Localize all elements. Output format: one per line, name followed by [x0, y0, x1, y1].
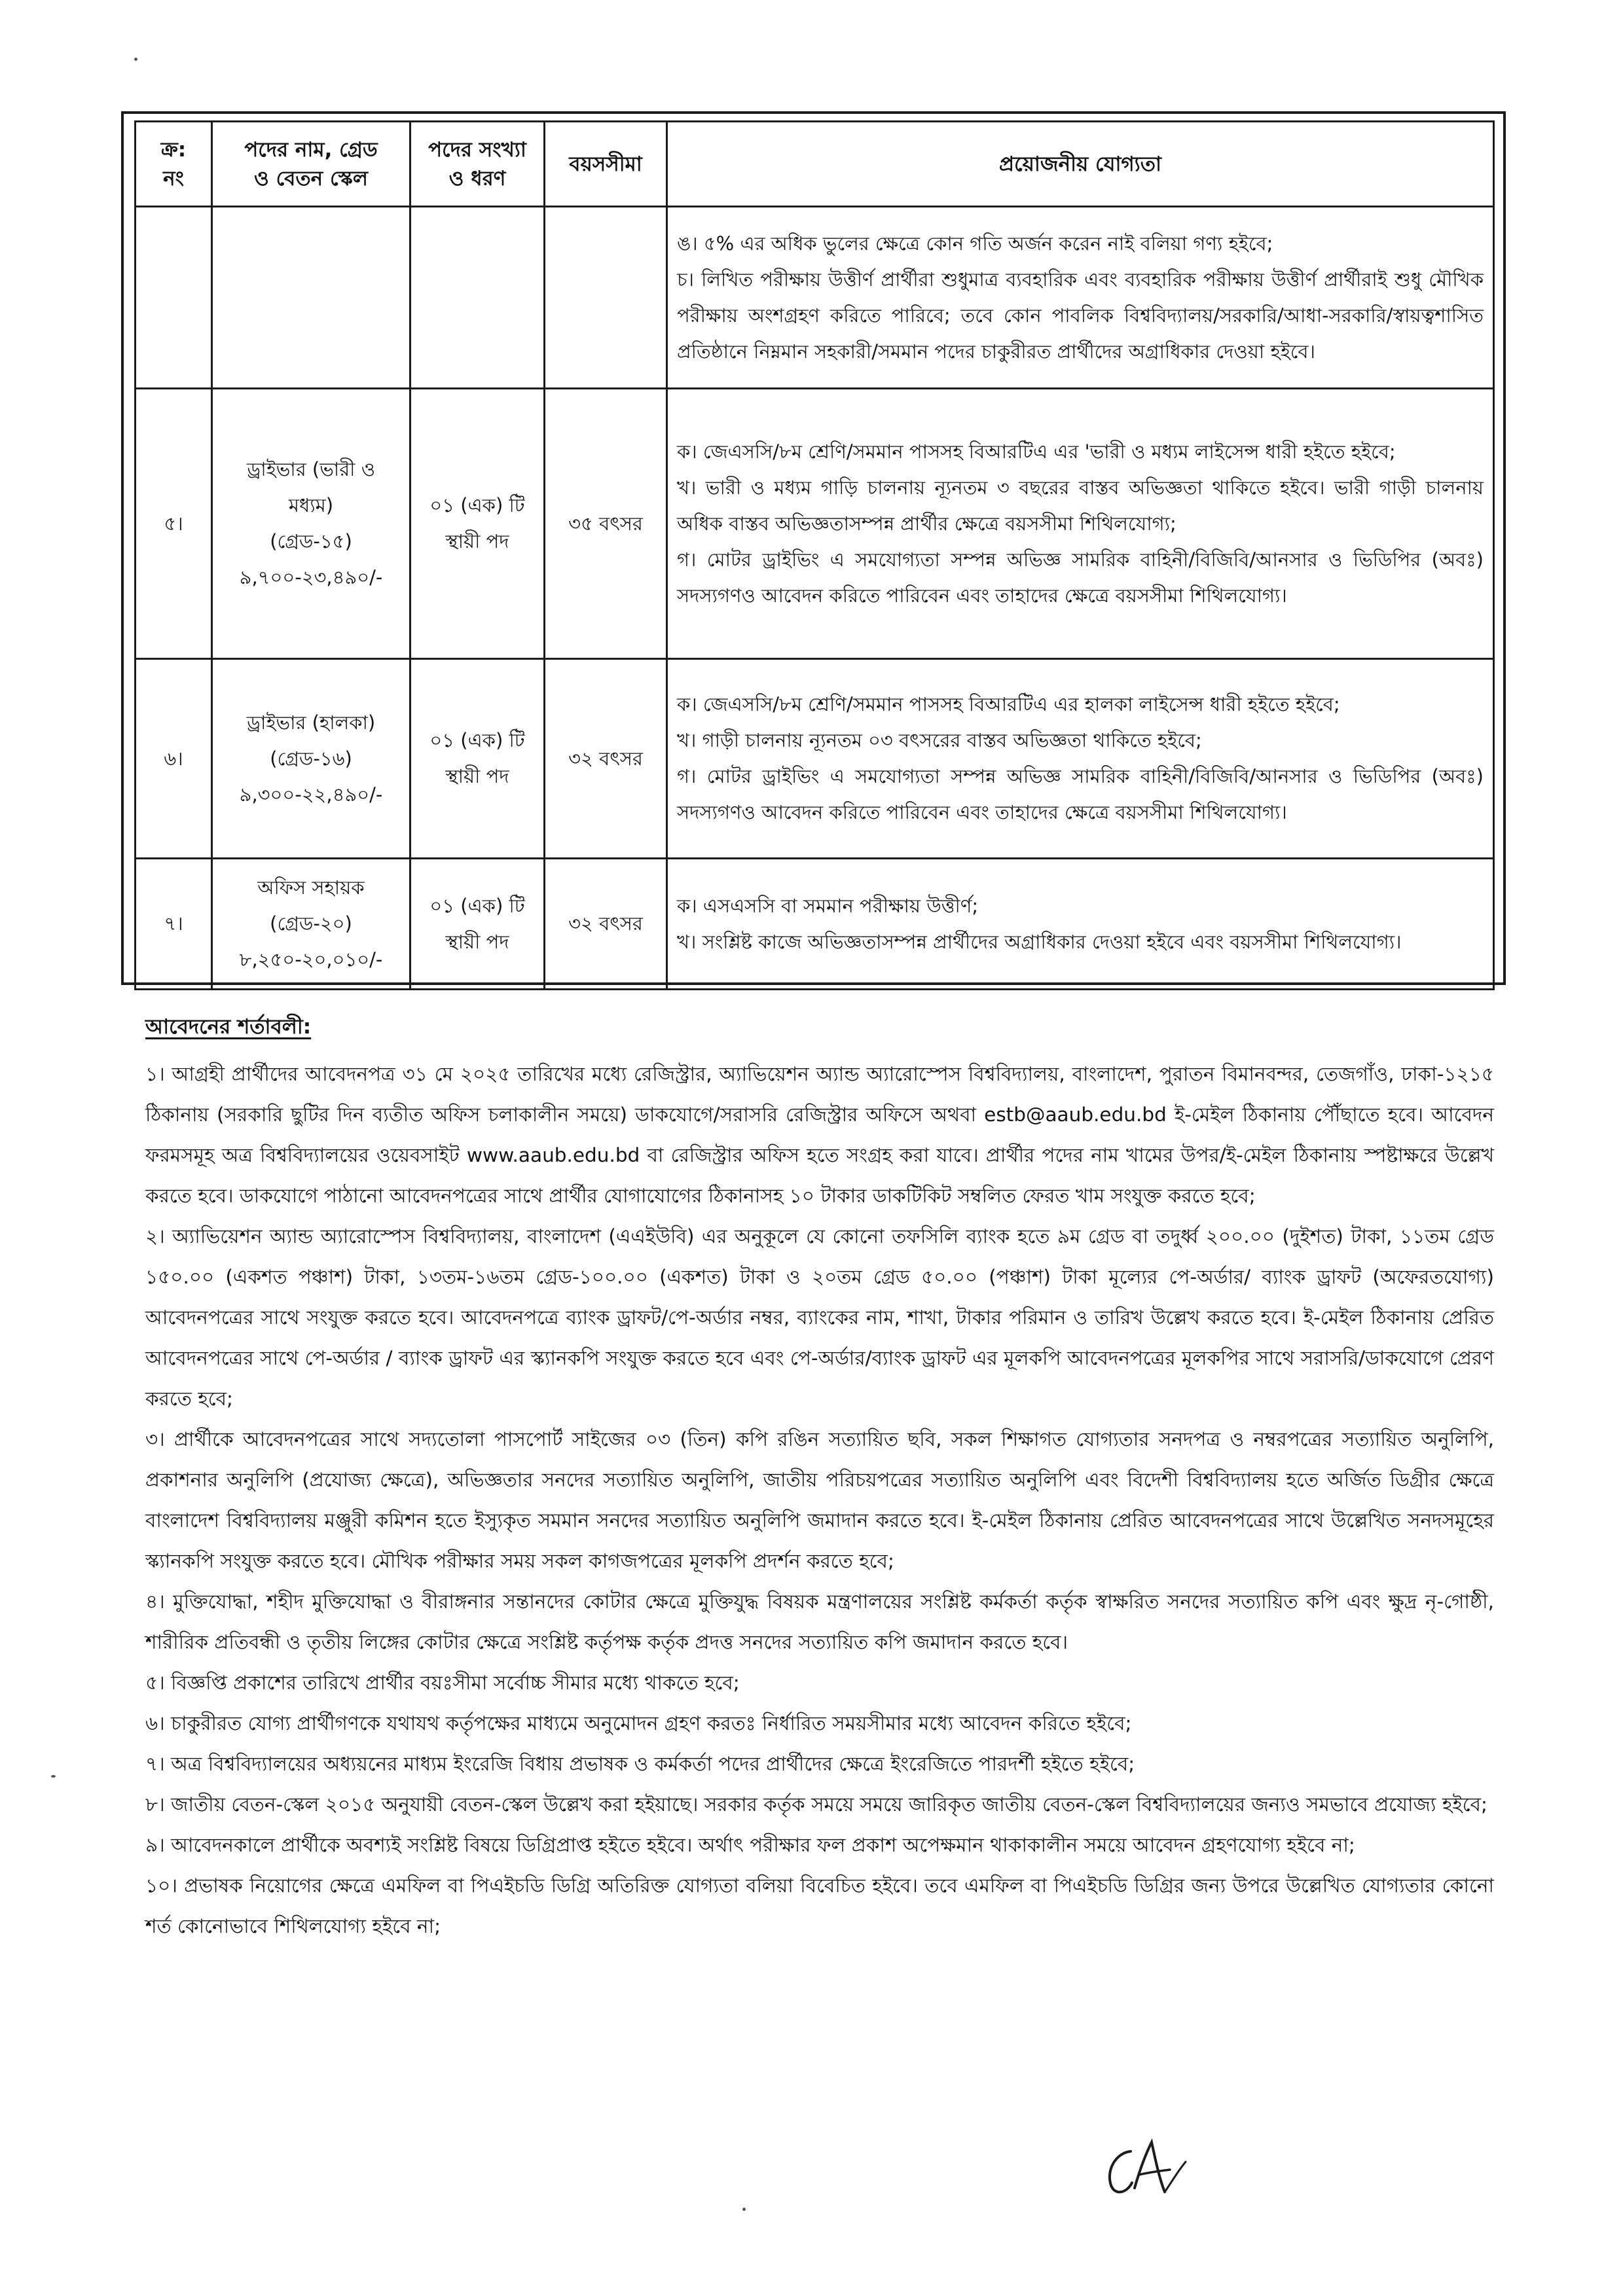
- qualification-cell: [667, 859, 1494, 990]
- vacancy-table-frame: [121, 111, 1506, 985]
- post-title-line: ড্রাইভার (ভারী ও: [246, 458, 376, 480]
- post-title-cell: [212, 659, 410, 859]
- conditions-list: [145, 1054, 1494, 1946]
- condition-item: ৭। অত্র বিশ্ববিদ্যালয়ের অধ্যয়নের মাধ্যম ইংরেজি বিধায় প্রভাষক ও কর্মকর্তা পদের প্রার্থীদের ক্ষেত্রে ইংরেজিতে পারদর্শী হইতে হইবে;: [145, 1753, 1135, 1775]
- scan-speck: [51, 1775, 56, 1778]
- table-row: [136, 389, 1494, 659]
- qualification-item: ক। জেএসসি/৮ম শ্রেণি/সমমান পাসসহ বিআরটিএ এর 'ভারী ও মধ্যম লাইসেন্স ধারী হইতে হইবে;: [677, 440, 1396, 463]
- qualification-item: চ। লিখিত পরীক্ষায় উত্তীর্ণ প্রার্থীরা শুধুমাত্র ব্যবহারিক এবং ব্যবহারিক পরীক্ষায় উত্তীর্ণ প্রার্থীরাই শুধু মৌখিক পরীক্ষায় অংশগ্রহণ করিতে পারিবে; তবে কোন পাবলিক বিশ্ববিদ্যালয়/সরকারি/আধা-সরকারি/স্বায়ত্বশাসিত প্রতিষ্ঠানে নিম্নমান সহকারী/সমমান পদের চাকুরীরত প্রার্থীদের অগ্রাধিকার দেওয়া হইবে।: [677, 268, 1484, 363]
- post-grade: (গ্রেড-২০): [270, 912, 352, 935]
- table-header-row: [136, 122, 1494, 207]
- vacancy-table: [134, 120, 1495, 990]
- col-header-serial: ক্র: নং: [136, 122, 212, 207]
- condition-item: ৬। চাকুরীরত যোগ্য প্রার্থীগণকে যথাযথ কর্তৃপক্ষের মাধ্যমে অনুমোদন গ্রহণ করতঃ নির্ধারিত সময়সীমার মধ্যে আবেদন করিতে হইবে;: [145, 1712, 1132, 1734]
- age-limit-cell: ৩৫ বৎসর: [545, 389, 667, 659]
- serial-cell: ৬।: [136, 659, 212, 859]
- col-header-age: বয়সসীমা: [545, 122, 667, 207]
- col-header-qualification: প্রয়োজনীয় যোগ্যতা: [667, 122, 1494, 207]
- qualification-item: ক। এসএসসি বা সমমান পরীক্ষায় উত্তীর্ণ;: [677, 894, 979, 917]
- qualification-cell: [667, 389, 1494, 659]
- post-count-cell: [410, 659, 545, 859]
- condition-item: ৮। জাতীয় বেতন-স্কেল ২০১৫ অনুযায়ী বেতন-স্কেল উল্লেখ করা হইয়াছে। সরকার কর্তৃক সময়ে সময়ে জারিকৃত জাতীয় বেতন-স্কেল বিশ্ববিদ্যালয়ের জন্যও সমভাবে প্রযোজ্য হইবে;: [145, 1793, 1487, 1816]
- condition-item: ২। অ্যাভিয়েশন অ্যান্ড অ্যারোস্পেস বিশ্ববিদ্যালয়, বাংলাদেশ (এএইউবি) এর অনুকূলে যে কোনো তফসিলি ব্যাংক হতে ৯ম গ্রেড বা তদুর্ধ্ব ২০০.০০ (দুইশত) টাকা, ১১তম গ্রেড ১৫০.০০ (একশত পঞ্চাশ) টাকা, ১৩তম-১৬তম গ্রেড-১০০.০০ (একশত) টাকা ও ২০তম গ্রেড ৫০.০০ (পঞ্চাশ) টাকা মূল্যের পে-অর্ডার/ ব্যাংক ড্রাফট (অফেরতযোগ্য) আবেদনপত্রের সাথে সংযুক্ত করতে হবে। আবেদনপত্রে ব্যাংক ড্রাফট/পে-অর্ডার নম্বর, ব্যাংকের নাম, শাখা, টাকার পরিমান ও তারিখ উল্লেখ করতে হবে। ই-মেইল ঠিকানায় প্রেরিত আবেদনপত্রের সাথে পে-অর্ডার / ব্যাংক ড্রাফট এর স্ক্যানকপি সংযুক্ত করতে হবে এবং পে-অর্ডার/ব্যাংক ড্রাফট এর মূলকপি আবেদনপত্রের মূলকপির সাথে সরাসরি/ডাকযোগে প্রেরণ করতে হবে;: [145, 1225, 1494, 1410]
- post-grade: (গ্রেড-১৬): [270, 747, 352, 770]
- qualification-item: ঙ। ৫% এর অধিক ভুলের ক্ষেত্রে কোন গতি অর্জন করেন নাই বলিয়া গণ্য হইবে;: [677, 232, 1273, 255]
- table-row: [136, 207, 1494, 389]
- post-count-cell: [410, 859, 545, 990]
- qualification-item: খ। সংশ্লিষ্ট কাজে অভিজ্ঞতাসম্পন্ন প্রার্থীদের অগ্রাধিকার দেওয়া হইবে এবং বয়সসীমা শিথিলযোগ্য।: [677, 930, 1402, 953]
- post-pay-scale: ৮,২৫০-২০,০১০/-: [239, 948, 383, 971]
- age-limit-cell: ৩২ বৎসর: [545, 859, 667, 990]
- condition-item: ৪। মুক্তিযোদ্ধা, শহীদ মুক্তিযোদ্ধা ও বীরাঙ্গনার সন্তানদের কোটার ক্ষেত্রে মুক্তিযুদ্ধ বিষয়ক মন্ত্রণালয়ের সংশ্লিষ্ট কর্মকর্তা কর্তৃক স্বাক্ষরিত সনদের সত্যায়িত কপি এবং ক্ষুদ্র নৃ-গোষ্ঠী, শারীরিক প্রতিবন্ধী ও তৃতীয় লিঙ্গের কোটার ক্ষেত্রে সংশ্লিষ্ট কর্তৃপক্ষ কর্তৃক প্রদত্ত সনদের সত্যায়িত কপি জমাদান করতে হবে।: [145, 1590, 1494, 1653]
- age-limit-cell: ৩২ বৎসর: [545, 659, 667, 859]
- qualification-cell: [667, 207, 1494, 389]
- qualification-item: খ। ভারী ও মধ্যম গাড়ি চালনায় ন্যূনতম ৩ বছরের বাস্তব অভিজ্ঞতা থাকিতে হইবে। ভারী গাড়ী চালনায় অধিক বাস্তব অভিজ্ঞতাসম্পন্ন প্রার্থীর ক্ষেত্রে বয়সসীমা শিথিলযোগ্য;: [677, 476, 1484, 535]
- post-title-line: ড্রাইভার (হালকা): [246, 711, 376, 734]
- condition-item: ১। আগ্রহী প্রার্থীদের আবেদনপত্র ৩১ মে ২০২৫ তারিখের মধ্যে রেজিস্ট্রার, অ্যাভিয়েশন অ্যান্ড অ্যারোস্পেস বিশ্ববিদ্যালয়, বাংলাদেশ, পুরাতন বিমানবন্দর, তেজগাঁও, ঢাকা-১২১৫ ঠিকানায় (সরকারি ছুটির দিন ব্যতীত অফিস চলাকালীন সময়ে) ডাকযোগে/সরাসরি রেজিস্ট্রার অফিসে অথবা estb@aaub.edu.bd ই-মেইল ঠিকানায় পৌঁছাতে হবে। আবেদন ফরমসমূহ অত্র বিশ্ববিদ্যালয়ের ওয়েবসাইট www.aaub.edu.bd বা রেজিস্ট্রার অফিস হতে সংগ্রহ করা যাবে। প্রার্থীর পদের নাম খামের উপর/ই-মেইল ঠিকানায় স্পষ্টাক্ষরে উল্লেখ করতে হবে। ডাকযোগে পাঠানো আবেদনপত্রের সাথে প্রার্থীর যোগাযোগের ঠিকানাসহ ১০ টাকার ডাকটিকিট সম্বলিত ফেরত খাম সংযুক্ত করতে হবে;: [145, 1063, 1494, 1207]
- condition-item: ৯। আবেদনকালে প্রার্থীকে অবশ্যই সংশ্লিষ্ট বিষয়ে ডিগ্রিপ্রাপ্ত হইতে হইবে। অর্থাৎ পরীক্ষার ফল প্রকাশ অপেক্ষমান থাকাকালীন সময়ে আবেদন গ্রহণযোগ্য হইবে না;: [145, 1834, 1355, 1856]
- post-count: ০১ (এক) টি: [429, 729, 525, 751]
- serial-cell: ৭।: [136, 859, 212, 990]
- condition-item: ৩। প্রার্থীকে আবেদনপত্রের সাথে সদ্যতোলা পাসপোর্ট সাইজের ০৩ (তিন) কপি রঙিন সত্যায়িত ছবি, সকল শিক্ষাগত যোগ্যতার সনদপত্র ও নম্বরপত্রের সত্যায়িত অনুলিপি, প্রকাশনার অনুলিপি (প্রযোজ্য ক্ষেত্রে), অভিজ্ঞতার সনদের সত্যায়িত অনুলিপি, জাতীয় পরিচয়পত্রের সত্যায়িত অনুলিপি এবং বিদেশী বিশ্ববিদ্যালয় হতে অর্জিত ডিগ্রীর ক্ষেত্রে বাংলাদেশ বিশ্ববিদ্যালয় মঞ্জুরী কমিশন হতে ইস্যুকৃত সমমান সনদের সত্যায়িত অনুলিপি জমাদান করতে হবে। ই-মেইল ঠিকানায় প্রেরিত আবেদনপত্রের সাথে উল্লেখিত সনদসমূহের স্ক্যানকপি সংযুক্ত করতে হবে। মৌখিক পরীক্ষার সময় সকল কাগজপত্রের মূলকপি প্রদর্শন করতে হবে;: [145, 1428, 1494, 1572]
- post-type: স্থায়ী পদ: [445, 930, 509, 953]
- table-row: [136, 659, 1494, 859]
- post-title-line: অফিস সহায়ক: [257, 876, 365, 899]
- handwritten-signature: [1097, 2137, 1192, 2202]
- qualification-item: খ। গাড়ী চালনায় ন্যূনতম ০৩ বৎসরের বাস্তব অভিজ্ঞতা থাকিতে হইবে;: [677, 729, 1202, 751]
- post-pay-scale: ৯,৭০০-২৩,৪৯০/-: [239, 566, 383, 588]
- post-type: স্থায়ী পদ: [445, 765, 509, 787]
- post-title-line: মধ্যম): [288, 494, 334, 516]
- qualification-item: ক। জেএসসি/৮ম শ্রেণি/সমমান পাসসহ বিআরটিএ এর হালকা লাইসেন্স ধারী হইতে হইবে;: [677, 693, 1340, 715]
- condition-item: ৫। বিজ্ঞপ্তি প্রকাশের তারিখে প্রার্থীর বয়ঃসীমা সর্বোচ্চ সীমার মধ্যে থাকতে হবে;: [145, 1672, 740, 1694]
- post-title-cell: [212, 389, 410, 659]
- post-count: ০১ (এক) টি: [429, 894, 525, 917]
- qualification-item: গ। মোটর ড্রাইভিং এ সমযোগ্যতা সম্পন্ন অভিজ্ঞ সামরিক বাহিনী/বিজিবি/আনসার ও ভিডিপির (অবঃ) সদস্যগণও আবেদন করিতে পারিবেন এবং তাহাদের ক্ষেত্রে বয়সসীমা শিথিলযোগ্য।: [677, 548, 1484, 607]
- post-count-cell: [410, 389, 545, 659]
- post-type: স্থায়ী পদ: [445, 530, 509, 552]
- post-title-cell: [212, 859, 410, 990]
- table-row: [136, 859, 1494, 990]
- conditions-heading: আবেদনের শর্তাবলী:: [145, 1015, 312, 1039]
- condition-item: ১০। প্রভাষক নিয়োগের ক্ষেত্রে এমফিল বা পিএইচডি ডিগ্রি অতিরিক্ত যোগ্যতা বলিয়া বিবেচিত হইবে। তবে এমফিল বা পিএইচডি ডিগ্রির জন্য উপরে উল্লেখিত যোগ্যতার কোনো শর্ত কোনোভাবে শিথিলযোগ্য হইবে না;: [145, 1874, 1494, 1937]
- serial-cell: ৫।: [136, 389, 212, 659]
- post-pay-scale: ৯,৩০০-২২,৪৯০/-: [239, 783, 383, 806]
- post-count-cell: [410, 207, 545, 389]
- scan-speck: [742, 2208, 746, 2211]
- col-header-title: পদের নাম, গ্রেড ও বেতন স্কেল: [212, 122, 410, 207]
- qualification-cell: [667, 659, 1494, 859]
- serial-cell: [136, 207, 212, 389]
- qualification-item: গ। মোটর ড্রাইভিং এ সমযোগ্যতা সম্পন্ন অভিজ্ঞ সামরিক বাহিনী/বিজিবি/আনসার ও ভিডিপির (অবঃ) সদস্যগণও আবেদন করিতে পারিবেন এবং তাহাদের ক্ষেত্রে বয়সসীমা শিথিলযোগ্য।: [677, 765, 1484, 823]
- post-grade: (গ্রেড-১৫): [270, 530, 352, 552]
- post-title-cell: [212, 207, 410, 389]
- age-limit-cell: [545, 207, 667, 389]
- col-header-count: পদের সংখ্যা ও ধরণ: [410, 122, 545, 207]
- post-count: ০১ (এক) টি: [429, 494, 525, 516]
- scan-speck: [134, 58, 137, 61]
